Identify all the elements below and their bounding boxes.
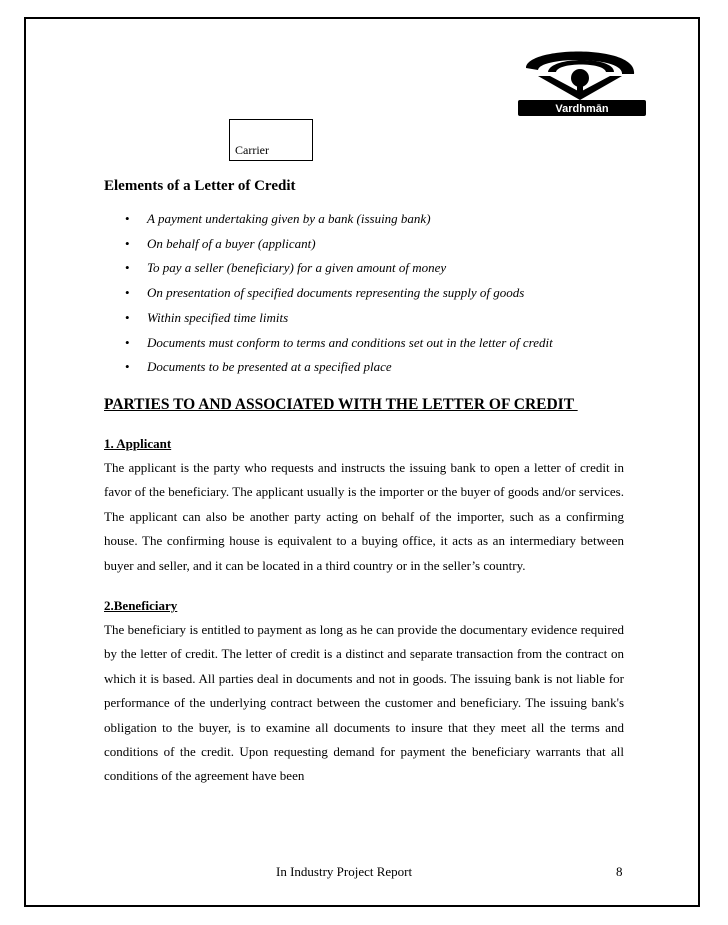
page-number: 8 [616, 864, 623, 879]
list-item [104, 306, 624, 331]
bullet-icon: • [125, 285, 130, 301]
applicant-heading: 1. Applicant [104, 435, 172, 451]
list-item [104, 355, 624, 380]
list-item [104, 207, 624, 232]
elements-heading: Elements of a Letter of Credit [104, 178, 296, 194]
bullet-icon: • [125, 235, 130, 251]
vardhman-logo-icon [518, 38, 646, 116]
carrier-label: Carrier [235, 143, 269, 157]
list-item [104, 232, 624, 257]
bullet-icon: • [125, 260, 130, 276]
list-item-text: Within specified time limits [147, 309, 289, 325]
list-item [104, 331, 624, 356]
list-item-text: On presentation of specified documents representing the supply of goods [147, 285, 525, 301]
bullet-icon: • [125, 334, 130, 350]
list-item-text: A payment undertaking given by a bank (issuing bank) [147, 211, 431, 226]
carrier-box [229, 119, 313, 161]
logo-wordmark: Vardhmān [555, 103, 609, 115]
list-item [104, 281, 624, 306]
document-body [104, 175, 624, 789]
list-item-text: Documents to be presented at a specified place [147, 359, 392, 375]
parties-heading: PARTIES TO AND ASSOCIATED WITH THE LETTER OF CREDIT [104, 395, 578, 413]
bullet-icon: • [125, 211, 130, 226]
footer-title: In Industry Project Report [276, 864, 413, 879]
beneficiary-heading: 2.Beneficiary [104, 597, 178, 613]
list-item [104, 256, 624, 281]
list-item-text: Documents must conform to terms and conditions set out in the letter of credit [147, 334, 553, 350]
applicant-paragraph: The applicant is the party who requests and instructs the issuing bank to open a letter of credit in favor of the beneficiary. The applicant usually is the importer or the buyer of goods and/or services. The applicant can also be another party acting on behalf of the importer, such as a confirming house. The confirming house is equivalent to a buying office, it acts as an intermediary between buyer and seller, and it can be located in a third country or in the seller’s country. [104, 459, 624, 573]
beneficiary-paragraph: The beneficiary is entitled to payment as long as he can provide the documentary evidence required by the letter of credit. The letter of credit is a distinct and separate transaction from the contract on which it is based. All parties deal in documents and not in goods. The issuing bank is not liable for performance of the underlying contract between the customer and beneficiary. The issuing bank's obligation to the buyer, is to examine all documents to insure that they meet all the terms and conditions of the credit. Upon requesting demand for payment the beneficiary warrants that all conditions of the agreement have been [104, 621, 624, 784]
list-item-text: To pay a seller (beneficiary) for a given amount of money [147, 260, 447, 276]
elements-list [104, 207, 624, 380]
bullet-icon: • [125, 309, 130, 325]
vardhman-logo [518, 38, 646, 116]
bullet-icon: • [125, 359, 130, 375]
list-item-text: On behalf of a buyer (applicant) [147, 235, 316, 251]
